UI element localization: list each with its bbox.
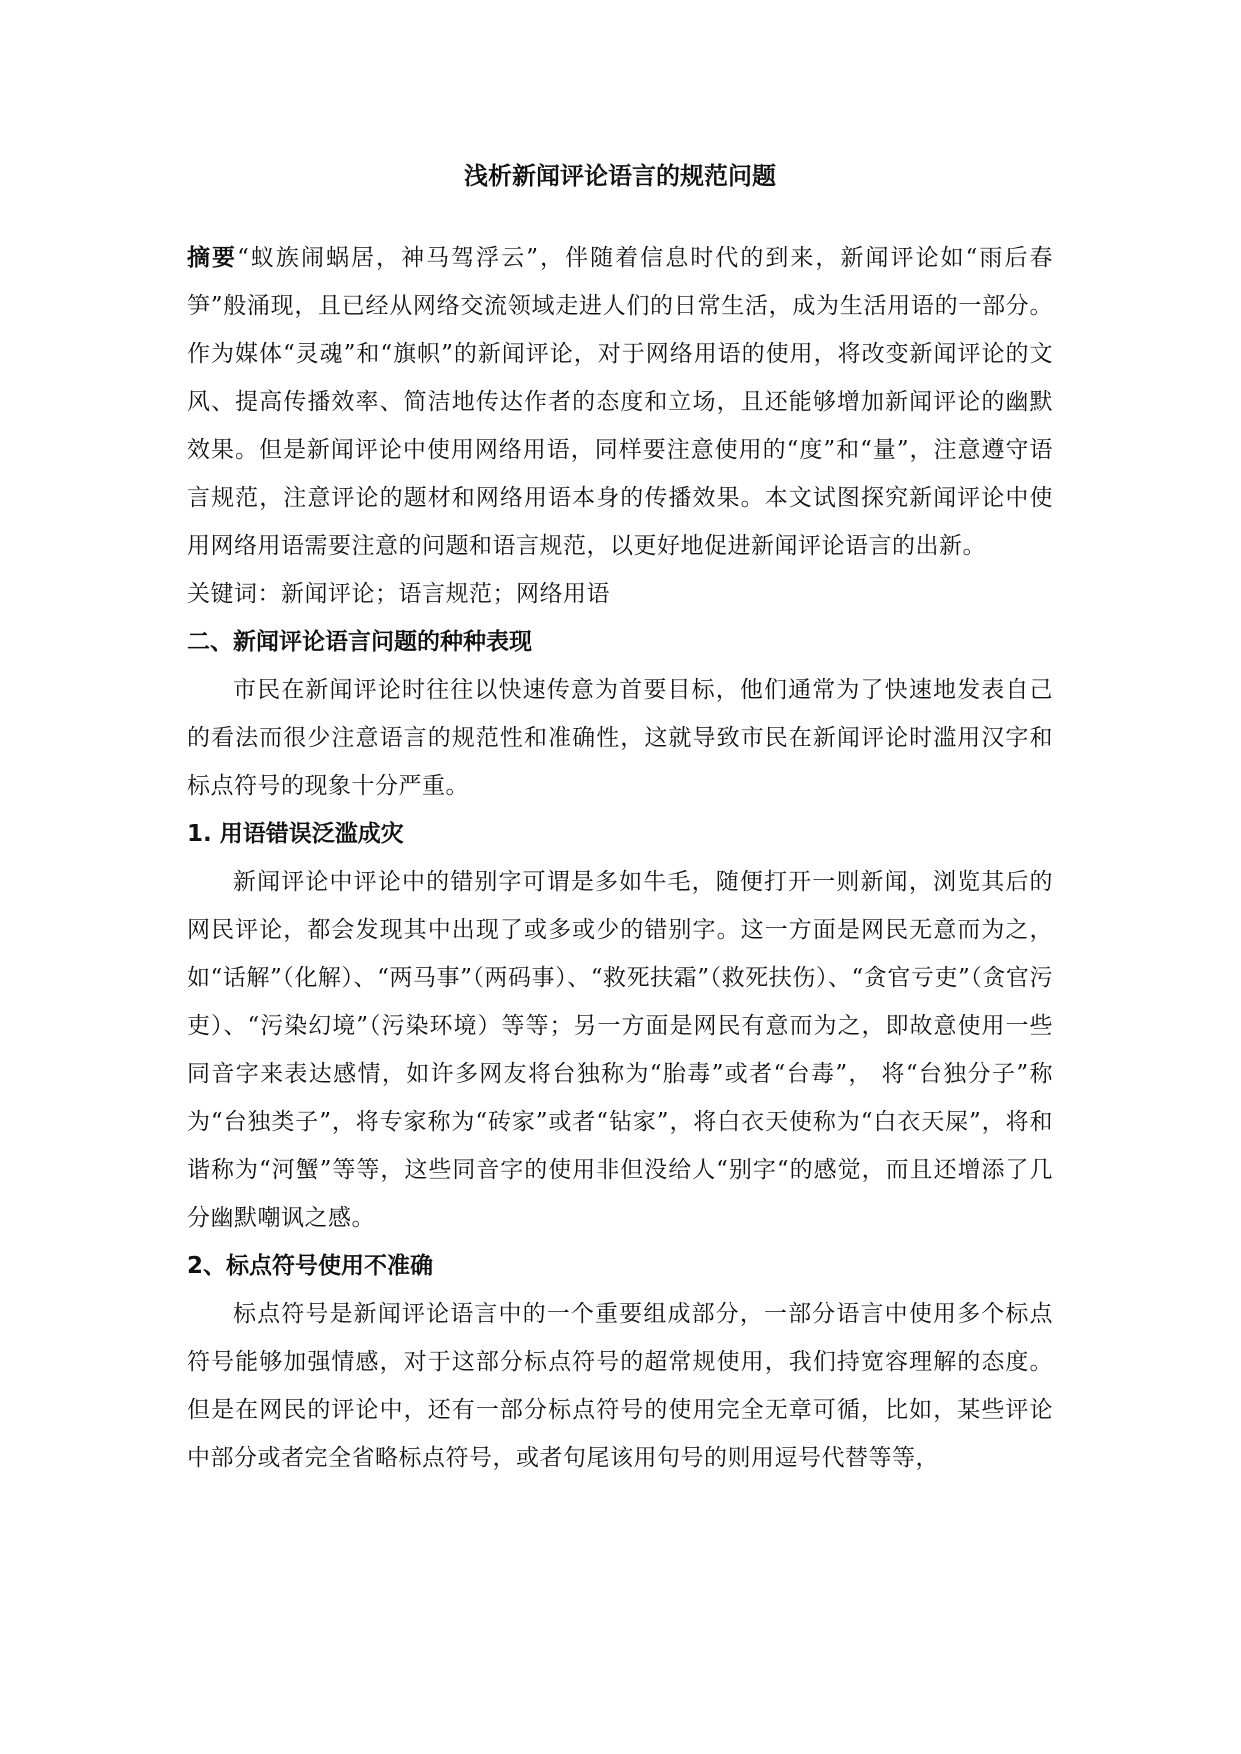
keywords-paragraph	[187, 570, 1053, 618]
abstract-text: “蚁族闹蜗居，神马驾浮云”，伴随着信息时代的到来，新闻评论如“雨后春笋”般涌现，且已经从网络交流领域走进人们的日常生活，成为生活用语的一部分。作为媒体“灵魂”和“旗帜”的新闻评论，对于网络用语的使用，将改变新闻评论的文风、提高传播效率、简洁地传达作者的态度和立场，且还能够增加新闻评论的幽默效果。但是新闻评论中使用网络用语，同样要注意使用的“度”和“量”，注意遵守语言规范，注意评论的题材和网络用语本身的传播效果。本文试图探究新闻评论中使用网络用语需要注意的问题和语言规范，以更好地促进新闻评论语言的出新。	[187, 245, 1054, 559]
subsection-heading-1: 1. 用语错误泛滥成灾	[187, 821, 404, 847]
abstract-label: 摘要	[187, 245, 238, 271]
keywords-label: 关键词	[187, 581, 258, 607]
subsection-1-paragraph: 新闻评论中评论中的错别字可谓是多如牛毛，随便打开一则新闻，浏览其后的网民评论，都会发现其中出现了或多或少的错别字。这一方面是网民无意而为之，如“话解”（化解）、“两马事”（两码事）、“救死扶霜”（救死扶伤）、“贪官亏吏”（贪官污吏）、“污染幻境”（污染环境）等等；另一方面是网民有意而为之，即故意使用一些同音字来表达感情，如许多网友将台独称为“胎毒”或者“台毒”， 将“台独分子”称为“台独类子”，将专家称为“砖家”或者“钻家”，将白衣天使称为“白衣天屎”，将和谐称为“河蟹”等等，这些同音字的使用非但没给人“别字“的感觉，而且还增添了几分幽默嘲讽之感。	[187, 869, 1053, 1231]
section-heading-2: 二、新闻评论语言问题的种种表现	[187, 629, 532, 655]
section-2-paragraph: 市民在新闻评论时往往以快速传意为首要目标，他们通常为了快速地发表自己的看法而很少注意语言的规范性和准确性，这就导致市民在新闻评论时滥用汉字和标点符号的现象十分严重。	[187, 677, 1053, 799]
document-title: 浅析新闻评论语言的规范问题	[464, 162, 776, 190]
subsection-heading-2: 2、标点符号使用不准确	[187, 1253, 434, 1279]
keywords-text: ：新闻评论；语言规范；网络用语	[257, 581, 610, 607]
abstract-paragraph	[187, 234, 1053, 570]
document-body	[187, 150, 1053, 1482]
subsection-2-paragraph: 标点符号是新闻评论语言中的一个重要组成部分，一部分语言中使用多个标点符号能够加强情感，对于这部分标点符号的超常规使用，我们持宽容理解的态度。但是在网民的评论中，还有一部分标点符号的使用完全无章可循，比如，某些评论中部分或者完全省略标点符号，或者句尾该用句号的则用逗号代替等等，	[187, 1301, 1053, 1471]
